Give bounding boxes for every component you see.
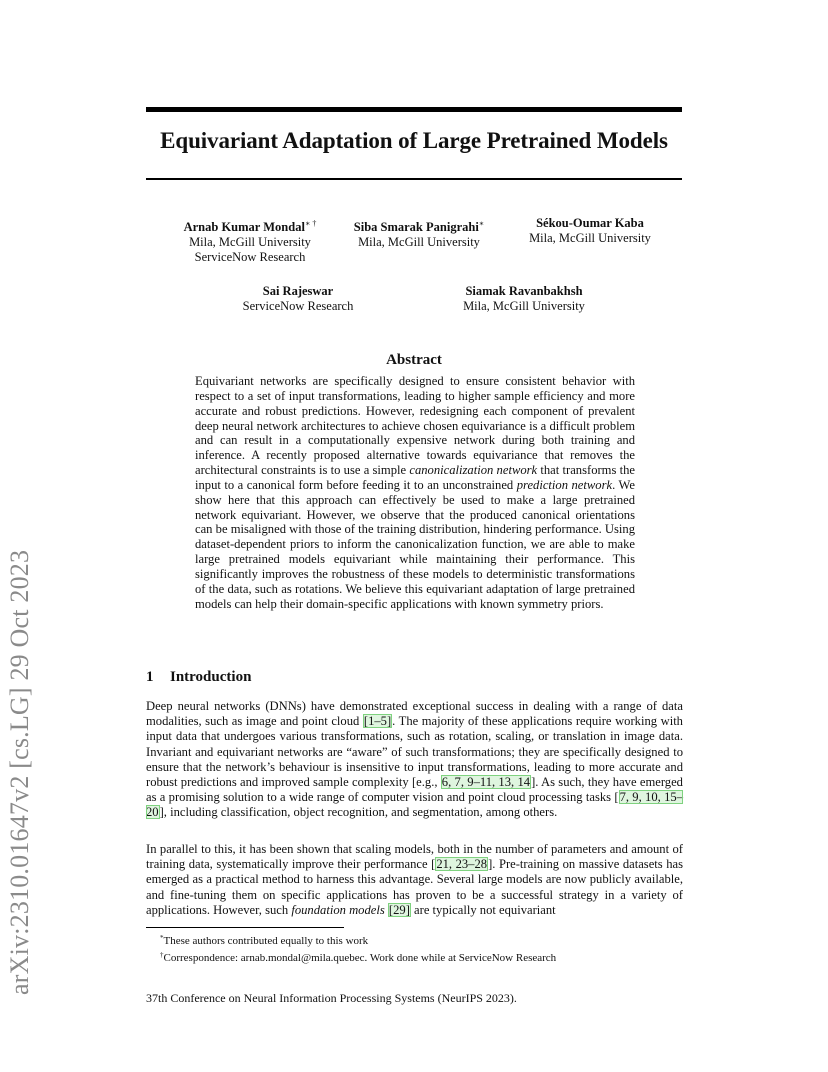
author-affiliation: Mila, McGill University [463, 299, 585, 313]
abstract-heading: Abstract [386, 352, 442, 368]
abstract-body [195, 374, 635, 612]
author-affiliation: ServiceNow Research [242, 299, 354, 313]
author-block-1 [160, 216, 340, 265]
intro-paragraph-1 [146, 699, 683, 821]
footnote-rule [146, 927, 344, 928]
body-text: are typically not equivariant [410, 902, 556, 917]
body-text: . The majority of these applications require working with input data that undergoes various transformations, such as rotation, scaling, or translation in image data. Invariant and equivariant networks are “aware” of such transformations; they are specifically designed to ensure that the network’s behaviour is insensitive to input transformations, leading to more accurate and robust predictions and improved sample complexity [e.g., [146, 714, 683, 790]
body-text: ]. As such, they have emerged as a promising solution to a wide range of computer vision and point cloud processing tasks [ [146, 775, 683, 805]
footnote-mark: † [160, 951, 164, 959]
abstract-text: . We show here that this approach can effectively be used to make a large pretrained network equivariant. However, we observe that the produced canonical orientations can be misaligned with those of the training distribution, hindering performance. Using dataset-dependent priors to inform the canonicalization function, we are able to make large pretrained models equivariant while maintaining their performance. This significantly improves the robustness of these models to deterministic transformations of the data, such as rotations. We believe this equivariant adaptation of large pretrained models can help their domain-specific applications with known symmetry priors. [195, 477, 635, 611]
footnote-2 [160, 949, 556, 965]
author-affiliation: ServiceNow Research [194, 250, 306, 264]
author-block-4 [213, 284, 383, 314]
author-mark: ∗ [478, 219, 485, 228]
author-block-2 [334, 216, 504, 250]
author-affiliation: Mila, McGill University [189, 235, 311, 249]
section-number: 1 [146, 669, 154, 685]
footnote-mark: * [160, 934, 164, 942]
footnote-text: These authors contributed equally to this work [163, 935, 369, 947]
paper-title: Equivariant Adaptation of Large Pretrained Models [160, 128, 668, 153]
author-name: Arnab Kumar Mondal [183, 220, 305, 234]
citation-link[interactable]: 7, 9, 10, 15–20 [146, 790, 683, 820]
body-emphasis: foundation models [291, 902, 385, 917]
section-title: Introduction [170, 669, 252, 685]
section-heading [146, 669, 251, 686]
body-text: ], including classification, object recognition, and segmentation, among others. [159, 805, 558, 820]
body-text: ]. Pre-training on massive datasets has emerged as a practical method to harness this advantage. Several large models are now publicly available, and fine-tuning them on specific applications has proven to be a successful strategy in a variety of applications. However, such [146, 857, 683, 917]
author-mark: ∗ † [304, 219, 317, 228]
footnote-text: Correspondence: arnab.mondal@mila.quebec. Work done while at ServiceNow Research [163, 952, 557, 964]
conference-note: 37th Conference on Neural Information Processing Systems (NeurIPS 2023). [146, 991, 517, 1005]
author-name: Sékou-Oumar Kaba [536, 216, 644, 230]
citation-link[interactable]: [1–5] [363, 714, 392, 729]
citation-link[interactable]: 6, 7, 9–11, 13, 14 [441, 775, 531, 790]
title-bottom-rule [146, 178, 682, 180]
abstract-text: Equivariant networks are specifically designed to ensure consistent behavior with respect to a set of input transformations, leading to higher sample efficiency and more accurate and robust predictions. However, redesigning each component of prevalent deep neural network architectures to achieve chosen equivariance is a difficult problem and can result in a computationally expensive network during both training and inference. A recently proposed alternative towards equivariance that removes the architectural constraints is to use a simple [195, 374, 635, 478]
footnote-1 [160, 932, 368, 948]
body-text: Deep neural networks (DNNs) have demonstrated exceptional success in dealing with a range of data modalities, such as image and point cloud [146, 699, 683, 729]
citation-link[interactable]: 21, 23–28 [436, 857, 488, 872]
author-block-3 [505, 216, 675, 246]
intro-paragraph-2 [146, 842, 683, 918]
abstract-emphasis: canonicalization network [409, 463, 538, 478]
abstract-emphasis: prediction network [516, 477, 613, 492]
author-name: Siba Smarak Panigrahi [353, 220, 479, 234]
arxiv-stamp: arXiv:2310.01647v2 [cs.LG] 29 Oct 2023 [5, 549, 34, 995]
author-name: Siamak Ravanbakhsh [465, 284, 583, 298]
author-affiliation: Mila, McGill University [358, 235, 480, 249]
author-affiliation: Mila, McGill University [529, 231, 651, 245]
author-block-5 [439, 284, 609, 314]
title-top-rule [146, 107, 682, 112]
abstract-text: that transforms the input to a canonical form before feeding it to an unconstrained [195, 463, 636, 492]
author-name: Sai Rajeswar [262, 284, 334, 298]
citation-link[interactable]: [29] [388, 902, 410, 917]
body-text: In parallel to this, it has been shown that scaling models, both in the number of parameters and amount of training data, systematically improve their performance [ [146, 842, 683, 872]
